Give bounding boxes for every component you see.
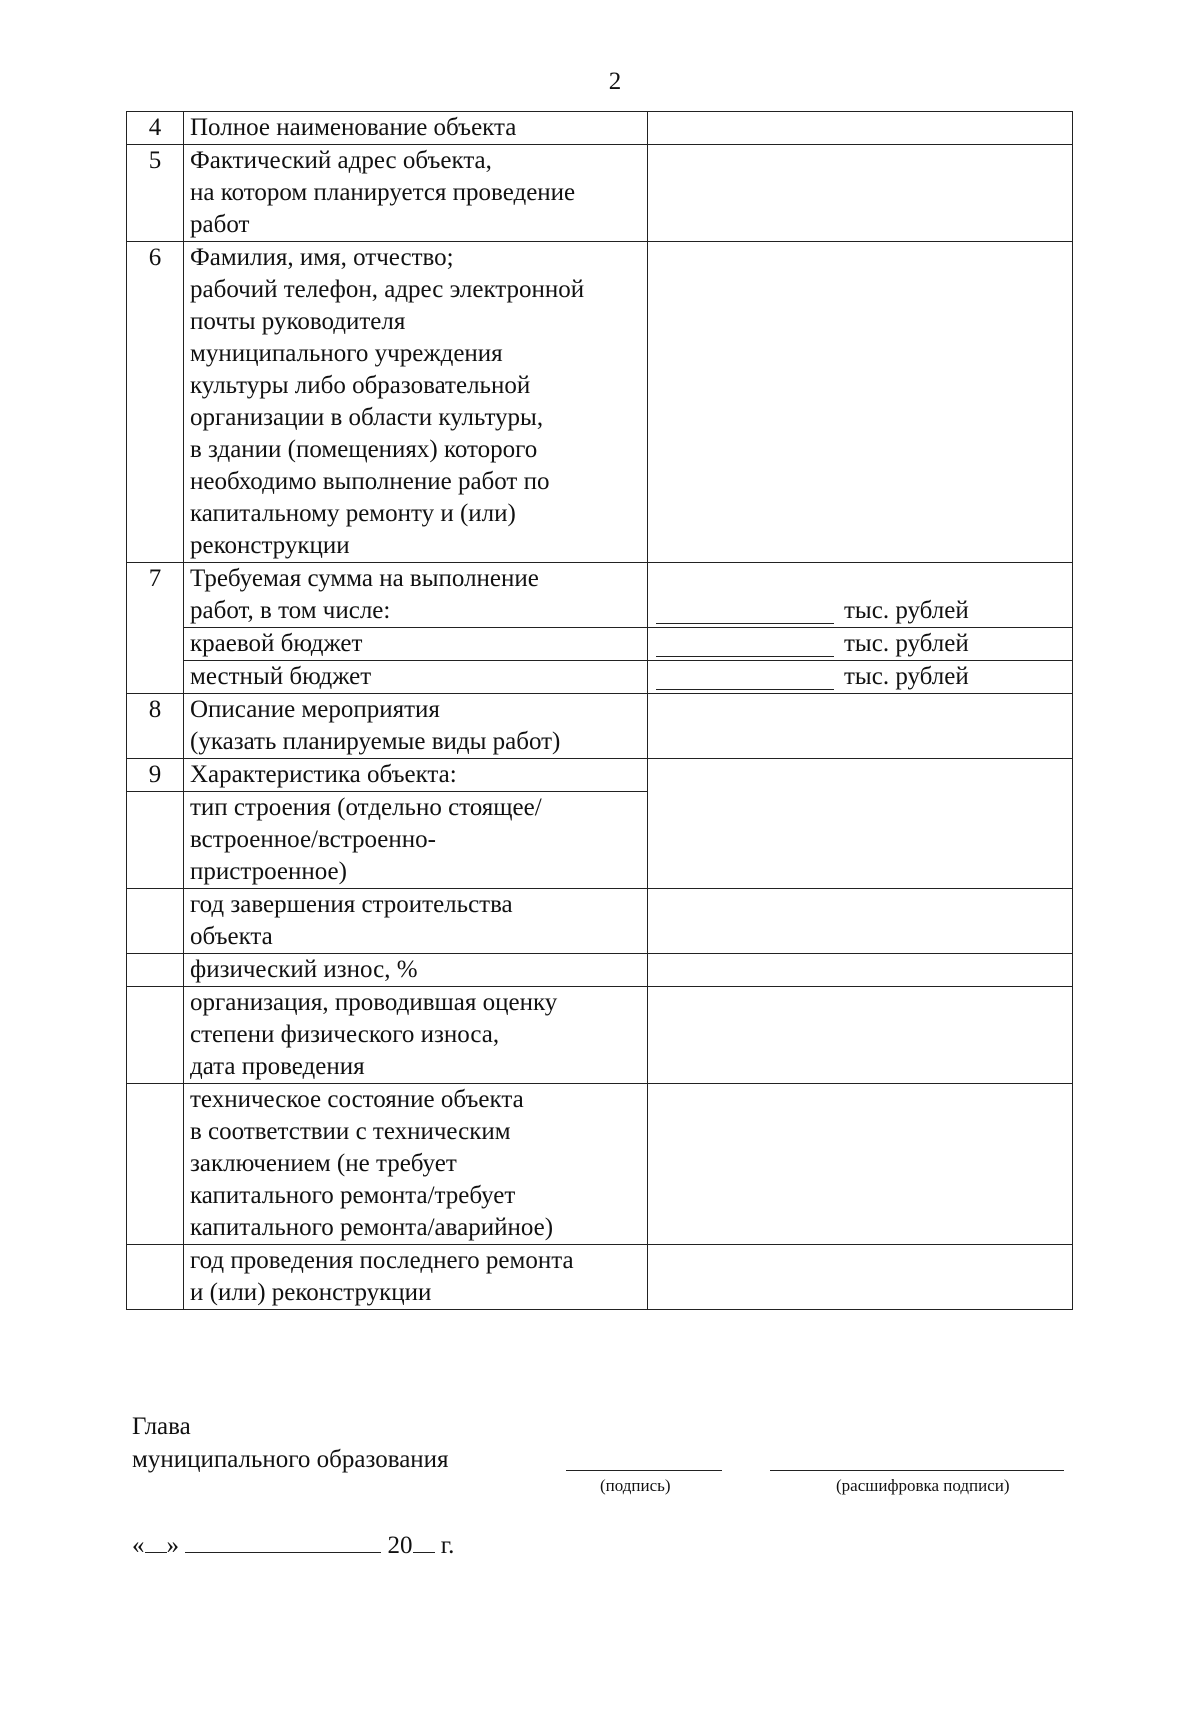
table-row [127, 1245, 1073, 1310]
signature-decoding-line[interactable] [770, 1470, 1064, 1471]
sum-unit-label: тыс. рублей [844, 663, 969, 690]
signature-block [132, 1410, 449, 1476]
application-form-table [126, 111, 1073, 1310]
date-line [132, 1532, 454, 1560]
value-field-last-repair-year[interactable] [648, 1245, 1073, 1310]
year-blank[interactable] [413, 1532, 435, 1553]
value-field-construction-year[interactable] [648, 889, 1073, 954]
row-label: год завершения строительства объекта [184, 889, 648, 954]
signature-line[interactable] [566, 1470, 722, 1471]
row-number: 6 [127, 242, 184, 563]
value-field-local-budget[interactable] [648, 661, 1073, 694]
table-row [127, 563, 1073, 628]
row-label: Полное наименование объекта [184, 112, 648, 145]
table-row [127, 661, 1073, 694]
value-field-object-name[interactable] [648, 112, 1073, 145]
row-number: 4 [127, 112, 184, 145]
row-number-empty [127, 954, 184, 987]
value-field-building-type[interactable] [648, 759, 1073, 889]
row-label: Фактический адрес объекта, на котором планируется проведение работ [184, 145, 648, 242]
signatory-title-line1: Глава [132, 1413, 191, 1440]
table-row [127, 889, 1073, 954]
year-prefix: 20 [387, 1532, 413, 1559]
page-number: 2 [608, 68, 622, 95]
table-row [127, 694, 1073, 759]
sum-unit-label: тыс. рублей [844, 597, 969, 624]
date-open-quote: « [132, 1532, 145, 1559]
sum-blank-line[interactable] [656, 656, 834, 657]
row-label: Характеристика объекта: [184, 759, 648, 792]
row-label: Описание мероприятия (указать планируемые виды работ) [184, 694, 648, 759]
value-field-assessment-org[interactable] [648, 987, 1073, 1084]
table-row [127, 987, 1073, 1084]
row-label: тип строения (отдельно стоящее/ встроенное/встроенно- пристроенное) [184, 792, 648, 889]
row-number: 5 [127, 145, 184, 242]
row-number-empty [127, 1245, 184, 1310]
sum-blank-line[interactable] [656, 689, 834, 690]
table-row [127, 112, 1073, 145]
table-row [127, 242, 1073, 563]
signatory-title-line2: муниципального образования [132, 1446, 449, 1473]
row-number: 7 [127, 563, 184, 694]
row-label: организация, проводившая оценку степени физического износа, дата проведения [184, 987, 648, 1084]
row-label: краевой бюджет [184, 628, 648, 661]
table-row [127, 145, 1073, 242]
value-field-physical-wear[interactable] [648, 954, 1073, 987]
sum-blank-line[interactable] [656, 623, 834, 624]
table-row [127, 628, 1073, 661]
row-label: Требуемая сумма на выполнение работ, в том числе: [184, 563, 648, 628]
signature-decoding-caption: (расшифровка подписи) [836, 1476, 1010, 1495]
value-field-object-address[interactable] [648, 145, 1073, 242]
row-label: техническое состояние объекта в соответствии с техническим заключением (не требует капитального ремонта/требует капитального ремонта/аварийное) [184, 1084, 648, 1245]
row-label: Фамилия, имя, отчество; рабочий телефон, адрес электронной почты руководителя муниципального учреждения культуры либо образовательной организации в области культуры, в здании (помещениях) которого необходимо выполнение работ по капитальному ремонту и (или) реконструкции [184, 242, 648, 563]
row-label: местный бюджет [184, 661, 648, 694]
row-label: год проведения последнего ремонта и (или) реконструкции [184, 1245, 648, 1310]
value-field-total-sum[interactable] [648, 563, 1073, 628]
table-row [127, 1084, 1073, 1245]
table-row [127, 954, 1073, 987]
row-number: 8 [127, 694, 184, 759]
row-number: 9 [127, 759, 184, 792]
day-blank[interactable] [145, 1532, 167, 1553]
signature-caption: (подпись) [600, 1476, 671, 1495]
value-field-event-description[interactable] [648, 694, 1073, 759]
table-row [127, 759, 1073, 792]
value-field-regional-budget[interactable] [648, 628, 1073, 661]
month-blank[interactable] [185, 1532, 381, 1553]
year-suffix: г. [440, 1532, 455, 1559]
value-field-technical-condition[interactable] [648, 1084, 1073, 1245]
row-label: физический износ, % [184, 954, 648, 987]
row-number-empty [127, 987, 184, 1084]
value-field-head-contacts[interactable] [648, 242, 1073, 563]
row-number-empty [127, 889, 184, 954]
sum-unit-label: тыс. рублей [844, 630, 969, 657]
row-number-empty [127, 792, 184, 889]
row-number-empty [127, 1084, 184, 1245]
date-close-quote: » [166, 1532, 179, 1559]
